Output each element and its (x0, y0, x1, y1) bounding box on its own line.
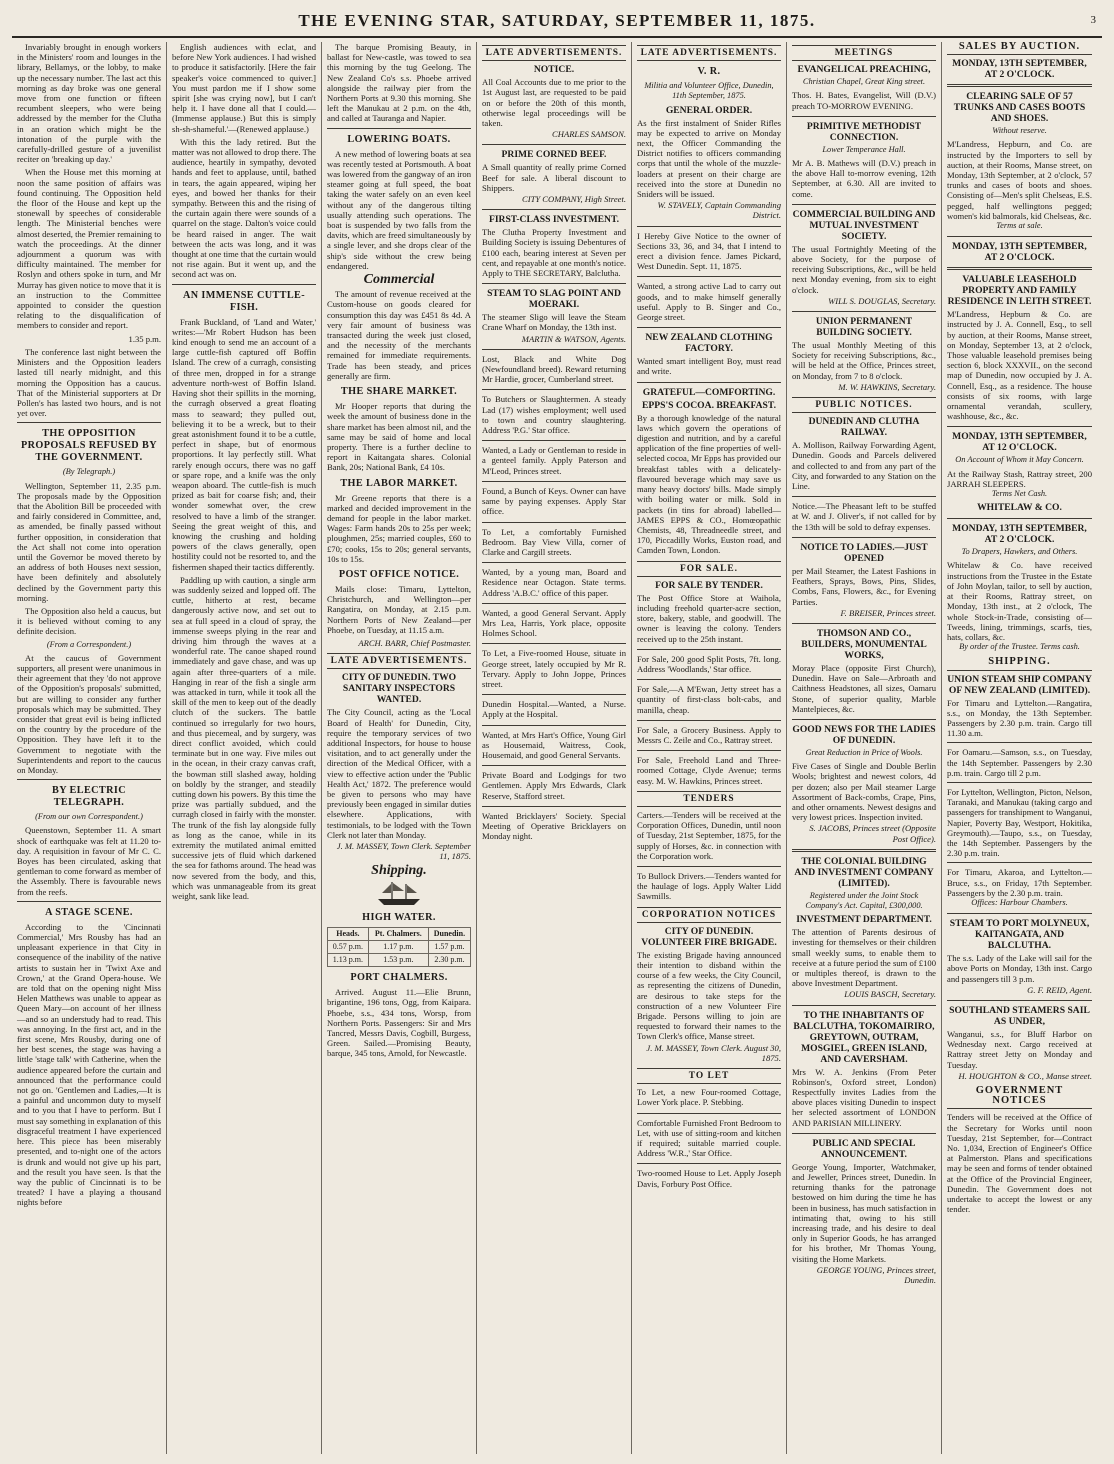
advertisement (792, 724, 936, 844)
high-water-table (327, 927, 471, 968)
article-subheading: Militia and Volunteer Office, Dunedin, 11th September, 1875. (644, 81, 774, 101)
ad-body: I Hereby Give Notice to the owner of Sections 33, 36, and 34, that I intend to erect a division fence. James Pickard, West Dunedin. Sept. 11, 1875. (637, 230, 781, 272)
ad-body: The usual Fortnightly Meeting of the above Society, for the purpose of receiving Subscriptions, &c., will be held next Monday evening, from six to eight o'clock. (792, 243, 936, 295)
ad-body: To Let, a Five-roomed House, situate in George street, lately occupied by Mr R. Tervary. Apply to John Joppe, Princes street. (482, 648, 626, 689)
section-heading: LATE ADVERTISEMENTS. (327, 653, 471, 669)
divider (947, 1000, 1092, 1001)
section-heading: FOR SALE. (637, 561, 781, 577)
advertisement (482, 648, 626, 689)
ad-body: Wanted Bricklayers' Society. Special Meeting of Operative Bricklayers on Monday night. (482, 810, 626, 842)
advertisement (792, 1010, 936, 1128)
advertisement (637, 926, 781, 1063)
divider (947, 426, 1092, 427)
ad-signature: WHITELAW & CO. (977, 502, 1062, 514)
divider (637, 276, 781, 277)
article-heading: BY ELECTRIC TELEGRAPH. (52, 785, 126, 809)
divider (947, 267, 1092, 270)
divider (947, 742, 1092, 743)
ad-body: Notice.—The Pheasant left to be stuffed at W. and J. Oliver's, if not called for by the 13th will be sold to defray expenses. (792, 501, 936, 532)
advertisement (637, 755, 781, 786)
ad-signature: M. W. HAWKINS, Secretary. (838, 381, 936, 392)
ad-body: The Clutha Property Investment and Building Society is issuing Debentures of £100 each, bearing interest at Seven per cent, and repayable at one month's notice. Apply to THE SECRETARY, Balclutha. (482, 227, 626, 279)
advertisement (482, 567, 626, 598)
advertisement (482, 527, 626, 558)
divider (17, 422, 161, 423)
ad-body: At the Railway Stash, Rattray street, 200 JARRAH SLEEPERS. (947, 468, 1092, 489)
ad-date: MONDAY, 13TH SEPTEMBER, AT 2 O'CLOCK. (952, 523, 1087, 546)
article-subheading: (By Telegraph.) (62, 467, 116, 477)
ad-heading: VALUABLE LEASEHOLD PROPERTY AND FAMILY RESIDENCE IN LEITH STREET. (947, 274, 1092, 308)
article-heading: THE LABOR MARKET. (340, 477, 458, 489)
ad-subheading: Registered under the Joint Stock Company's Act. Capital, £300,000. (805, 890, 923, 910)
advertisement (792, 856, 936, 1000)
article-text: Wellington, September 11, 2.35 p.m. The proposals made by the Opposition that the Abolition Bill be proceeded with and fairly considered in Committee, and, as amended, be finally passed without further opposition, in consideration that the Act shall not come into operation until the Governor be moved thereto by an address of both Houses next session, have been definitely and absolutely declined by the Government party this morning. (17, 480, 161, 603)
advertisement (637, 810, 781, 861)
ad-date: MONDAY, 13TH SEPTEMBER, AT 2 O'CLOCK. (952, 58, 1087, 81)
ad-signature: J. M. MASSEY, Town Clerk. September 11, 1875. (336, 841, 471, 862)
divider (482, 562, 626, 563)
divider (482, 603, 626, 604)
ad-body: For Oamaru.—Samson, s.s., on Tuesday, the 14th September. Passengers by 2.30 p.m. train. Cargo till 2 p.m. (947, 747, 1092, 778)
ad-heading: PRIMITIVE METHODIST CONNECTION. (806, 120, 922, 143)
column-3 (322, 42, 477, 1454)
advertisement (482, 608, 626, 639)
advertisement (482, 354, 626, 385)
divider (792, 537, 936, 538)
advertisement (327, 672, 471, 861)
divider (482, 522, 626, 523)
divider (947, 236, 1092, 237)
ad-heading: THOMSON AND CO., BUILDERS, MONUMENTAL WORKS, (801, 627, 927, 661)
article-subheading: (From a Correspondent.) (46, 639, 132, 649)
advertisement (947, 58, 1092, 231)
article-text: Mr Hooper reports that during the week the amount of business done in the share market has been almost nil, and the same may be said of home and local property. There is a further decline to report in Kaitangata shares. Colonial Bank, 20s; National Bank, £4 10s. (327, 401, 471, 473)
table-cell: 2.30 p.m. (428, 954, 470, 967)
ad-signature: Offices: Harbour Chambers. (971, 897, 1068, 907)
ad-body: Moray Place (opposite First Church), Dunedin. Have on Sale—Arbroath and Caithness Headstones, all sizes, Oamaru Stone, of superior quality, Marble Mantelpieces, &c. (792, 662, 936, 714)
section-heading: TENDERS (637, 791, 781, 807)
advertisement (947, 241, 1092, 421)
ad-body: For Timaru, Akaroa, and Lyttelton.—Bruce, s.s., on Friday, 17th September. Passengers by the 2.30 p.m. train. (947, 867, 1092, 898)
divider (637, 649, 781, 650)
advertisement (637, 387, 781, 556)
divider (637, 720, 781, 721)
advertisement (637, 332, 781, 376)
ad-body: For Sale, a Grocery Business. Apply to Messrs C. Zeile and Co., Rattray street. (637, 724, 781, 745)
article-text: The conference last night between the Ministers and the Opposition leaders lasted till nearly midnight, and this morning the Opposition has a caucus. That of the Ministerial supporters at Dr Pollen's has lasted two hours, and is not yet over. (17, 346, 161, 419)
table-cell: 1.17 p.m. (368, 940, 428, 953)
divider (482, 643, 626, 644)
article-text: Mails close: Timaru, Lyttelton, Christchurch, and Wellington—per Rangatira, on Monday, at 2.15 p.m. Northern Ports of New Zealand—per Phoebe, on Tuesday, at 11.15 a.m. (327, 583, 471, 635)
divider (792, 496, 936, 497)
ad-heading: THE COLONIAL BUILDING AND INVESTMENT COMPANY (LIMITED). (794, 855, 934, 889)
article-text: Frank Buckland, of 'Land and Water,' writes:—'Mr Robert Hudson has been kind enough to send me an account of a large cuttle-fish captured off Boffin Island. The crew of a curragh, consisting of three men, dropped in for a strange adventure north-west of Boffin Island. Having shot their spillits in the morning, the curragh observed a great floating mass to seaward; they pulled out, believing it to be a wreck, but to their great astonishment found it to be a cuttle, perfect in shape, but of enormous proportions. It lay perfectly still. What rarely enough occurs, there was no gaff or spare rope, and a knife was the only weapon aboard. The cuttle-fish is much prized as bait for coarse fish; and, their wonder somewhat over, the crew resolved to have a limb of the stranger. Seeing the great weight of this, and knowing the crushing and holding powers of the claws generally, open hostility could not be resorted to, and the fishermen shaped their tactics differently. (172, 316, 316, 572)
article-heading: HIGH WATER. (362, 911, 436, 923)
section-heading: SHIPPING. (947, 657, 1092, 670)
ad-heading: CITY OF DUNEDIN. VOLUNTEER FIRE BRIGADE. (641, 925, 777, 948)
divider (947, 862, 1092, 863)
divider (792, 204, 936, 205)
ad-heading: STEAM TO SLAG POINT AND MOERAKI. (487, 288, 621, 311)
table-row (328, 954, 471, 967)
ad-body: The existing Brigade having announced their intention to disband within the course of a few weeks, the City Council, as representing the citizens of Dunedin, are desirous to take steps for the construction of a new Volunteer Fire Brigade. Persons willing to join are requested to forward their names to the Town Clerk's office, Manse street. (637, 949, 781, 1042)
divider (482, 209, 626, 210)
ad-subheading: On Account of Whom it May Concern. (955, 455, 1084, 465)
ad-heading: DUNEDIN AND CLUTHA RAILWAY. (808, 416, 920, 439)
ad-heading: EVANGELICAL PREACHING, (797, 64, 931, 76)
article-text: The Opposition also held a caucus, but it is believed without coming to any definite decision. (17, 605, 161, 637)
ad-body: Whitelaw & Co. have received instructions from the Trustee in the Estate of John Moylan, tailor, to sell by auction, at their Rooms, Rattray street, on Monday, 13th inst., at 2 o'clock, The whole Stock-in-Trade, consisting of—Tweeds, lining, trimmings, scarfs, ties, hats, collars, &c. (947, 560, 1092, 642)
ad-terms: Terms at sale. (996, 221, 1043, 231)
page-number: 3 (1090, 14, 1096, 26)
advertisement (637, 1087, 781, 1107)
section-heading: GOVERNMENT NOTICES (947, 1086, 1092, 1109)
ad-terms: Terms Net Cash. (991, 489, 1048, 499)
ad-body: Wanted, a strong active Lad to carry out goods, and to make himself generally useful. Apply to B. Singer and Co., George street. (637, 281, 781, 323)
divider (947, 84, 1092, 87)
ad-body: Comfortable Furnished Front Bedroom to Let, with use of sitting-room and kitchen if required; suitable married couple. Address 'W.R.,' Star Office. (637, 1117, 781, 1159)
ad-body: Wanted, a good General Servant. Apply Mrs Lea, Harris, York place, opposite Holmes School. (482, 607, 626, 639)
ad-body: To Let, a comfortably Furnished Bedroom. Bay View Villa, corner of Clarke and Cargill streets. (482, 526, 626, 557)
ad-body: A. Mollison, Railway Forwarding Agent, Dunedin. Goods and Parcels delivered and collected to and from any part of the City, and forwarded to any Station on the Line. (792, 440, 936, 492)
advertisement (792, 64, 936, 111)
advertisement (637, 725, 781, 745)
ad-heading: GENERAL ORDER. (665, 104, 753, 116)
ad-body: For Sale, Freehold Land and Three-roomed Cottage, Clyde Avenue; terms easy. M. W. Hawkins, Princes street. (637, 755, 781, 786)
advertisement (792, 316, 936, 392)
article-heading: PORT CHALMERS. (350, 972, 448, 984)
advertisement (947, 431, 1092, 513)
divider (947, 782, 1092, 783)
advertisement (637, 1168, 781, 1188)
advertisement (482, 214, 626, 278)
ad-heading: GRATEFUL—COMFORTING. (642, 386, 776, 398)
table-row (328, 940, 471, 953)
advertisement (637, 1118, 781, 1159)
advertisement (792, 416, 936, 491)
table-header: Pt. Chalmers. (368, 927, 428, 940)
ad-heading: PRIME CORNED BEEF. (501, 149, 607, 161)
article-heading: AN IMMENSE CUTTLE-FISH. (182, 289, 306, 313)
ad-body: M'Landress, Hepburn & Co. are instructed by J. A. Connell, Esq., to sell by auction, at their Rooms, Manse street, on Monday, September 13, at 2 o'clock, Those valuable leasehold premises being section 6, block XXXVII., on the second map of Dunedin, now occupied by J. A. Connell, Esq., as a residence. The house consists of six rooms, with large ornamental verandah, scullery, washhouse, &c., &c. (947, 309, 1092, 422)
ad-heading: PUBLIC AND SPECIAL ANNOUNCEMENT. (812, 1137, 916, 1160)
article-text: A new method of lowering boats at sea was recently tested at Portsmouth. A boat was lowered from the gangway of an iron steamer going at full speed, the boat taking the water safely on an even keel without any of the dangerous tilting usually attending such operations. The boat is suspended by two falls from the davits, which are freed simultaneously by a single lever, and she drops clear of the ship's side without the crew being endangered. (327, 148, 471, 271)
divider (482, 694, 626, 695)
advertisement (792, 1138, 936, 1285)
divider (172, 284, 316, 285)
divider (482, 481, 626, 482)
ad-signature: LOUIS BASCH, Secretary. (844, 989, 936, 1000)
ad-signature: GEORGE YOUNG, Princes street, Dunedin. (816, 1264, 936, 1286)
ad-body: Wanted, a Lady or Gentleman to reside in a genteel family. Apply Paterson and M'Leod, Princes street. (482, 445, 626, 476)
ad-heading: INVESTMENT DEPARTMENT. (796, 914, 932, 926)
divider (482, 283, 626, 284)
divider (792, 311, 936, 312)
ad-date: MONDAY, 13TH SEPTEMBER, AT 2 O'CLOCK. (952, 241, 1087, 264)
advertisement (637, 231, 781, 272)
ad-date: MONDAY, 13TH SEPTEMBER, AT 12 O'CLOCK. (952, 431, 1087, 454)
divider (482, 806, 626, 807)
ad-signature: CITY COMPANY, High Street. (521, 194, 626, 205)
table-cell: 1.53 p.m. (368, 954, 428, 967)
divider (792, 719, 936, 720)
divider (482, 725, 626, 726)
column-4 (477, 42, 632, 1454)
advertisement (482, 64, 626, 139)
divider (17, 901, 161, 902)
divider (947, 913, 1092, 914)
table-header: Heads. (328, 927, 369, 940)
ad-body: Wanganui, s.s., for Bluff Harbor on Wednesday next. Cargo received at Rattray street Jetty on Monday and Tuesday. (947, 1028, 1092, 1070)
ad-body: Found, a Bunch of Keys. Owner can have same by paying expenses. Apply Star office. (482, 485, 626, 517)
divider (17, 779, 161, 780)
ad-signature: H. HOUGHTON & CO., Manse street. (958, 1070, 1092, 1081)
advertisement (947, 523, 1092, 652)
ad-body: For Sale,—A M'Ewan, Jetty street has a quantity of first-class bolt-cabs, and manilla, cheap. (637, 684, 781, 715)
divider (637, 1113, 781, 1114)
article-text: When the House met this morning at noon the same position of affairs was found continuing. The Opposition held the floor of the House and kept up the stonewall by speeches of considerable length. The Ministerial benches were almost deserted, the Premier remaining to watch the proceedings. At the dinner adjournment a quorum was with difficulty maintained. The member for Roslyn and others spoke in turn, and Mr Murray has given notice to move that it is an instruction to the Committee appointed to consider the question relating to the disqualification of members to consider and report. (17, 167, 161, 331)
ad-body: As the first instalment of Snider Rifles may be expected to arrive on Monday next, the Officer Commanding the District notifies to officers commanding corps that until the whole of the muzzle-loaders at present on their charge are received into the store at Dunedin no Sniders will be issued. (637, 117, 781, 200)
masthead-title: THE EVENING STAR, SATURDAY, SEPTEMBER 11, 1875. (298, 11, 816, 30)
ad-body: Wanted, by a young man, Board and Residence near Octagon. State terms. Address 'A.B.C.' office of this paper. (482, 567, 626, 598)
ship-icon (374, 879, 424, 907)
article-text: According to the 'Cincinnati Commercial,' Mrs Rousby has had an unpleasant experience in that City in consequence of the inability of the native artists to sustain her in 'Twixt Axe and Crown,' at the Grand Opera-house. We are told that on the opening night Miss Helen Matthews was unable to appear as Queen Mary—on account of her illness—and so an understudy had to read. This was annoying. In the first act, and in the first scene, Mrs Rousby, during one of her best scenes, the stage was having a little 'stage talk' with Catherine, when the audience appeared before the curtain and announced that the performance could not go on. 'Gentlemen and Ladies,—It is a painful and uncommon duty to myself and to you that I have to perform. But I must say something in explanation of this disgraceful treatment I have experienced here. This piece has been miserably presented, and to-night one of the actors is drunk and would not give up his part, and the result you have seen. Is that the way the public of Cincinnati is to be treated? I have a playing a thousand nights before (17, 921, 161, 1208)
column-2 (167, 42, 322, 1454)
ad-body: The attention of Parents desirous of investing for themselves or their children small weekly sums, to enable them to receive at a future period the sum of £100 or multiples thereof, is drawn to the above Investment Department. (792, 927, 936, 989)
advertisement (482, 730, 626, 761)
ad-signature: MARTIN & WATSON, Agents. (521, 333, 626, 344)
royal-cipher: V. R. (697, 66, 721, 78)
advertisement (482, 699, 626, 719)
ad-body: To Butchers or Slaughtermen. A steady Lad (17) wishes employment; well used to town and country slaughtering. Address 'P.G.' Star office. (482, 394, 626, 436)
advertisement (482, 394, 626, 435)
divider (637, 327, 781, 328)
divider (482, 389, 626, 390)
divider (792, 116, 936, 117)
ad-signature: WILL S. DOUGLAS, Secretary. (828, 295, 936, 306)
ad-body: By a thorough knowledge of the natural laws which govern the operations of digestion and nutrition, and by a careful application of the fine properties of well-selected cocoa, Mr Epps has provided our breakfast tables with a delicately-flavoured beverage which may save us many heavy doctors' bills. Made simply with boiling water or milk. Sold in packets (in tins for abroad) labelled—JAMES EPPS & CO., Homœopathic Chemists, 48, Threadneedle street, and 170, Piccadilly Works, Euston road, and Camden Town, London. (637, 412, 781, 556)
ad-body: The Post Office Store at Waihola, including freehold quarter-acre section, store, bakery, stable, and goodwill. The owner is leaving the colony. Tenders received up to the 25th instant. (637, 592, 781, 644)
article-subheading: (From our own Correspondent.) (35, 812, 143, 822)
advertisement (482, 486, 626, 517)
ad-signature: S. JACOBS, Princes street (Opposite Post Office). (809, 823, 936, 844)
advertisement (792, 209, 936, 306)
ad-body: The usual Monthly Meeting of this Society for receiving Subscriptions, &c., will be held at the Office, Princes street, on Monday, from 7 to 8 o'clock. (792, 340, 936, 381)
table-header: Dunedin. (428, 927, 470, 940)
ad-subheading: Christian Chapel, Great King street. (802, 77, 926, 87)
table-cell: 1.57 p.m. (428, 940, 470, 953)
divider (792, 849, 936, 852)
ad-heading: NOTICE TO LADIES.—JUST OPENED (800, 541, 928, 564)
ad-body: For Lyttelton, Wellington, Picton, Nelson, Taranaki, and Manukau (taking cargo and passengers for transhipment to Wanganui, Napier, Poverty Bay, Westport, Hokitika, Greymouth).—Taupo, s.s., on Tuesday, the 14th September. Passengers by the 2.30 p.m. train. (947, 786, 1092, 859)
ad-body: M'Landress, Hepburn, and Co. are instructed by the Importers to sell by auction, at their Rooms, Manse street, on Monday, 13th September, at 2 o'clock, 57 trunks and cases of boots and shoes. Consisting of—Men's split Chelseas, E.S. pegged, half wellingtons pegged; women's kid balmorals, kid Chelseas, &c. (947, 139, 1092, 221)
ad-heading: EPPS'S COCOA. BREAKFAST. (642, 399, 776, 411)
ad-body: To Bullock Drivers.—Tenders wanted for the haulage of logs. Apply Walter Lidd Sawmills. (637, 870, 781, 902)
advertisement (482, 770, 626, 801)
ad-heading: GOOD NEWS FOR THE LADIES OF DUNEDIN. (792, 723, 936, 746)
article-text: English audiences with eclat, and before New York audiences. I had wished to produce it satisfactorily. [Here the fair speaker's voice commenced to quiver.] You must pardon me if I show some spirit [she was crying now], but I can't help it. I have done all that I could.—(Immense applause.) But this is simply sh-sh-shameful.'—(Renewed applause.) (172, 42, 316, 134)
advertisement (482, 811, 626, 842)
article-text: Arrived. August 11.—Elie Brunn, brigantine, 196 tons, Ogg, from Kaipara. Phoebe, s.s., 434 tons, Worsp, from Northern Ports. Passengers: Sir and Mrs Tancred, Messrs Davis, Cogbill, Burgess, Green. Sailed.—Promising Beauty, barque, 345 tons, Arnold, for Newcastle. (327, 987, 471, 1059)
divider (637, 866, 781, 867)
advertisement (637, 105, 781, 221)
divider (637, 679, 781, 680)
ad-body: Tenders will be received at the Office of the Secretary for Works until noon Tuesday, 21st September, for—Contract No. 1,034, Erection of Engineer's Office at Palmerston. Plans and specifications may be seen and forms of tender obtained at the Office of the Provincial Engineer, Dunedin. The Government does not undertake to accept the lowest or any tender. (947, 1112, 1092, 1215)
advertisement (637, 580, 781, 644)
ad-body: Carters.—Tenders will be received at the Corporation Offices, Dunedin, until noon of Tuesday, 21st September, 1875, for the supply of Horses, &c. in connection with the Corporation work. (637, 809, 781, 861)
advertisement (482, 445, 626, 476)
ad-subheading: Great Reduction in Price of Wools. (805, 747, 923, 757)
advertisement (792, 542, 936, 618)
masthead (12, 6, 1102, 38)
table-cell: 0.57 p.m. (328, 940, 369, 953)
ad-body: The s.s. Lady of the Lake will sail for the above Ports on Monday, 13th inst. Cargo and passengers till 3 p.m. (947, 953, 1092, 984)
article-text: The barque Promising Beauty, in ballast for New-castle, was towed to sea this morning by the tug Geelong. The New Zealand Co's s.s. Phoebe arrived alongside the railway pier from the Northern Ports at 9.30 this morning. She left the Manukau at 2 p.m. on the 4th, and called at Tauranga and Napier. (327, 42, 471, 124)
section-heading: PUBLIC NOTICES. (792, 397, 936, 413)
ad-signature: J. M. MASSEY, Town Clerk. August 30, 1875. (646, 1042, 781, 1063)
ad-body: Two-roomed House to Let. Apply Joseph Davis, Forbury Post Office. (637, 1168, 781, 1189)
article-heading: LOWERING BOATS. (347, 133, 451, 145)
ad-body: Five Cases of Single and Double Berlin Wools; brightest and newest colors, 4d per dozen; also per Mail steamer Large Assortment of Back-combs, Crape, Pins, and other ornaments. Newest designs and very lowest prices. Inspection invited. (792, 761, 936, 823)
signature: ARCH. BARR, Chief Postmaster. (358, 637, 471, 648)
ad-subheading: Lower Temperance Hall. (822, 144, 906, 154)
divider (637, 750, 781, 751)
ad-body: George Young, Importer, Watchmaker, and Jeweller, Princes street, Dunedin. In returning thanks for the patronage bestowed on him during the time he has been in business, has much satisfaction in intimating that, owing to his still increasing trade, and his desire to deal only in Superior Goods, he has arranged for his brother, Mr Thomas Young, visiting the Home Markets. (792, 1161, 936, 1264)
ad-heading: UNION STEAM SHIP COMPANY OF NEW ZEALAND (LIMITED). (947, 673, 1092, 696)
divider (327, 128, 471, 129)
ad-body: To Let, a new Four-roomed Cottage, Lower York place. P. Stebbing. (637, 1087, 781, 1108)
article-text: Queenstown, September 11. A smart shock of earthquake was felt at 11.20 to-day. A requisition in favour of Mr C. C. Boyes has been circulated, asking that gentleman to come forward as member of the Assembly. There is favourable news from the reefs. (17, 825, 161, 897)
divider (792, 623, 936, 624)
advertisement (482, 288, 626, 344)
columns (12, 42, 1102, 1454)
divider (947, 518, 1092, 519)
ad-body: Wanted smart intelligent Boy, must read and write. (637, 356, 781, 377)
ad-heading: SOUTHLAND STEAMERS SAIL AS UNDER, (949, 1004, 1090, 1027)
ad-heading: CITY OF DUNEDIN. TWO SANITARY INSPECTORS WANTED. (341, 672, 457, 706)
advertisement (947, 1005, 1092, 1081)
article-text: With this the lady retired. But the matter was not allowed to drop there. The audience, heartily in sympathy, devoted hands and feet to applause, until, bathed in tears, the again appeared, wiping her eyes, and bowed her thanks for their sympathy. Between this and the rising of the curtain again there were sounds of a quarrel on the stage. Dalton's voice could be heard raised in anger. The wait between the acts was long, and it was thought at one time that the curtain would not rise again. But it went up, and the second act was on. (172, 136, 316, 280)
ad-body: The steamer Sligo will leave the Steam Crane Wharf on Monday, the 13th inst. (482, 312, 626, 333)
ad-body: The City Council, acting as the 'Local Board of Health' for Dunedin, City, require the temporary services of two additional Inspectors, for house to house visitation, and to act generally under the direction of the Medical Officer, with a view to effective action under the 'Public Health Act,' 1872. The preference would be given to persons who may have previously been engaged in similar duties elsewhere. Applications, with testimonials, to be lodged with the Town Clerk not later than Monday. (327, 707, 471, 840)
ad-body: Private Board and Lodgings for two Gentlemen. Apply Mrs Edwards, Clark Reserve, Stafford street. (482, 770, 626, 801)
article-heading: THE SHARE MARKET. (340, 386, 458, 398)
article-text: Mr Greene reports that there is a marked and decided improvement in the demand for people in the labor market. Wages: Farm hands 20s to 25s per week; ploughmen, 25s; married couples, £60 to £70; cooks, 15s to 20s; general servants, 10s to 15s. (327, 492, 471, 564)
divider (482, 440, 626, 441)
ad-heading: STEAM TO PORT MOLYNEUX, KAITANGATA, AND BALCLUTHA. (949, 918, 1090, 952)
column-6 (787, 42, 942, 1454)
commercial-heading: Commercial (363, 272, 435, 288)
article-text: Invariably brought in enough workers in the Ministers' room and lounges in the library, Bellamys, or the lobby, to make up the necessary number. The last act this morning as day broke was one general move from one function or fifteen recumbent sleepers, who were being addressed by the member for the Clutha in an oration which might be the intonation of the purple with the carefully-drilled gesture of a juvenilist reciter on 'breaking up day.' (17, 42, 161, 165)
advertisement (637, 684, 781, 715)
divider (637, 226, 781, 227)
advertisement (637, 281, 781, 322)
ad-signature: CHARLES SAMSON. (552, 129, 626, 140)
ad-signature: W. STAVELY, Captain Commanding District. (657, 200, 781, 221)
ad-terms: By order of the Trustee. Terms cash. (959, 642, 1080, 652)
advertisement (792, 628, 936, 714)
ad-heading: FOR SALE BY TENDER. (655, 579, 763, 591)
ad-heading: NOTICE. (533, 64, 575, 76)
advertisement (482, 149, 626, 204)
ad-body: Mrs W. A. Jenkins (From Peter Robinson's, Oxford street, London) Respectfully invites Ladies from the above places visiting Dunedin to inspect her selected assortment of LONDON AND PARISIAN MILLINERY. (792, 1066, 936, 1128)
ad-heading: TO THE INHABITANTS OF BALCLUTHA, TOKOMAIRIRO, GREYTOWN, OUTRAM, MOSGIEL, GREEN ISLAND, AND CAVERSHAM. (793, 1009, 935, 1065)
ad-body: For Sale, 200 good Split Posts, 7ft. long. Address 'Woodlands,' Star office. (637, 653, 781, 674)
divider (792, 1005, 936, 1006)
article-text: Paddling up with caution, a single arm was suddenly seized and lopped off. The cuttle, hitherto at rest, became dangerously active now, and set out to sea at full speed in a cloud of spray, the immense sweeps plying in the rear and driving him through the waves at a wonderful rate. The canoe shaped round immediately and gave chase, and was up again after three-quarters of a mile. Hanging in rear of the fish a single arm was attacked in turn, while it took all the skill of the men to keep out of the deadly clutch of the suckers. The battle continued so irregularly for two hours, and thus piecemeal, and by surgery, was direct conflict avoided, which could terminate but in one way. Five miles out in the ocean, in their crazy canvas craft, the bowman still slashed away, holding on boldly by the stranger, and steadily cutting down his powers. By this time the prize was partially subdued, and the curragh closed in fairly with the monster. The trunk of the fish lay alongside fully as long as the canoe, while in its extremity the mutilated animal emitted successive jets of fluid which darkened the sea for fathoms around. The head was now severed from the body, and this, which was unmanageable from its great weight, sank like lead. (172, 574, 316, 902)
column-7 (942, 42, 1097, 1454)
advertisement (947, 918, 1092, 995)
advertisement (947, 674, 1092, 909)
column-1 (12, 42, 167, 1454)
article-text: The amount of revenue received at the Custom-house on goods cleared for consumption this day was £451 8s 4d. A very fair amount of business was transacted during the week just closed, and the necessity of the merchants remained for immediate requirements. Trade has been steady, and prices generally are firm. (327, 289, 471, 381)
ad-subheading: To Drapers, Hawkers, and Others. (961, 547, 1078, 557)
ad-heading: COMMERCIAL BUILDING AND MUTUAL INVESTMENT SOCIETY. (792, 208, 936, 242)
divider (637, 1163, 781, 1164)
article-text: At the caucus of Government supporters, all present were unanimous in their agreement that they 'do not approve of the Opposition's proposals' submitted, but are willing to consider any further proposals which may be submitted. They consider that great evil is being inflicted on the country by the procedure of the Opposition. They have left it to the Government to negotiate with the Superintendents and report to the caucus on Monday. (17, 652, 161, 775)
divider (482, 144, 626, 145)
ad-body: Dunedin Hospital.—Wanted, a Nurse. Apply at the Hospital. (482, 699, 626, 720)
ad-body: Thos. H. Bates, Evangelist, Will (D.V.) preach TO-MORROW EVENING. (792, 90, 936, 111)
section-heading: LATE ADVERTISEMENTS. (482, 45, 626, 61)
ad-heading: NEW ZEALAND CLOTHING FACTORY. (645, 332, 773, 355)
ad-body: A Small quantity of really prime Corned Beef for sale. A liberal discount to Shippers. (482, 162, 626, 193)
advertisement (792, 121, 936, 199)
advertisement (792, 501, 936, 532)
divider (637, 382, 781, 383)
ad-body: Lost, Black and White Dog (Newfoundland breed). Reward returning Mr Hardie, grocer, Cumberland street. (482, 353, 626, 385)
section-heading: LATE ADVERTISEMENTS. (637, 45, 781, 61)
advertisement (637, 654, 781, 674)
ad-subheading: Without reserve. (992, 126, 1047, 136)
ad-heading: FIRST-CLASS INVESTMENT. (488, 214, 620, 226)
ad-body: Mr A. B. Mathews will (D.V.) preach in the above Hall to-morrow evening, 12th September, at 6.30. All are invited to come. (792, 158, 936, 199)
ad-heading: UNION PERMANENT BUILDING SOCIETY. (815, 316, 913, 339)
ad-body: Wanted, at Mrs Hart's Office, Young Girl as Housemaid, Waitress, Cook, Housemaid, and good General Servants. (482, 729, 626, 760)
ad-body: All Coal Accounts due to me prior to the 1st August last, are requested to be paid on or before the 20th of this month, otherwise legal proceedings will be taken. (482, 77, 626, 129)
divider (792, 1133, 936, 1134)
article-heading: THE OPPOSITION PROPOSALS REFUSED BY THE GOVERNMENT. (21, 428, 157, 464)
shipping-heading: Shipping. (371, 863, 427, 879)
ad-body: For Timaru and Lyttelton.—Rangatira, s.s., on Monday, the 13th September. Passengers by 2.30 p.m. train. Cargo till 11.30 a.m. (947, 697, 1092, 739)
advertisement (947, 1112, 1092, 1214)
table-cell: 1.13 p.m. (328, 954, 369, 967)
section-heading: TO LET (637, 1068, 781, 1084)
ad-body: per Mail Steamer, the Latest Fashions in Feathers, Sprays, Bows, Pins, Slides, Combs, Fans, Flowers, &c., for Evening Parties. (792, 565, 936, 607)
article-heading: A STAGE SCENE. (45, 906, 133, 918)
section-heading: CORPORATION NOTICES (637, 907, 781, 923)
divider (482, 349, 626, 350)
section-heading: MEETINGS (792, 45, 936, 61)
divider (482, 765, 626, 766)
section-heading: SALES BY AUCTION. (947, 42, 1092, 55)
ad-signature: F. BREISER, Princes street. (840, 607, 936, 618)
ad-heading: CLEARING SALE OF 57 TRUNKS AND CASES BOOTS AND SHOES. (953, 91, 1086, 125)
article-heading: POST OFFICE NOTICE. (338, 568, 460, 580)
ad-signature: G. F. REID, Agent. (1027, 984, 1092, 995)
article-time: 1.35 p.m. (128, 333, 161, 344)
column-5 (632, 42, 787, 1454)
advertisement (637, 871, 781, 902)
